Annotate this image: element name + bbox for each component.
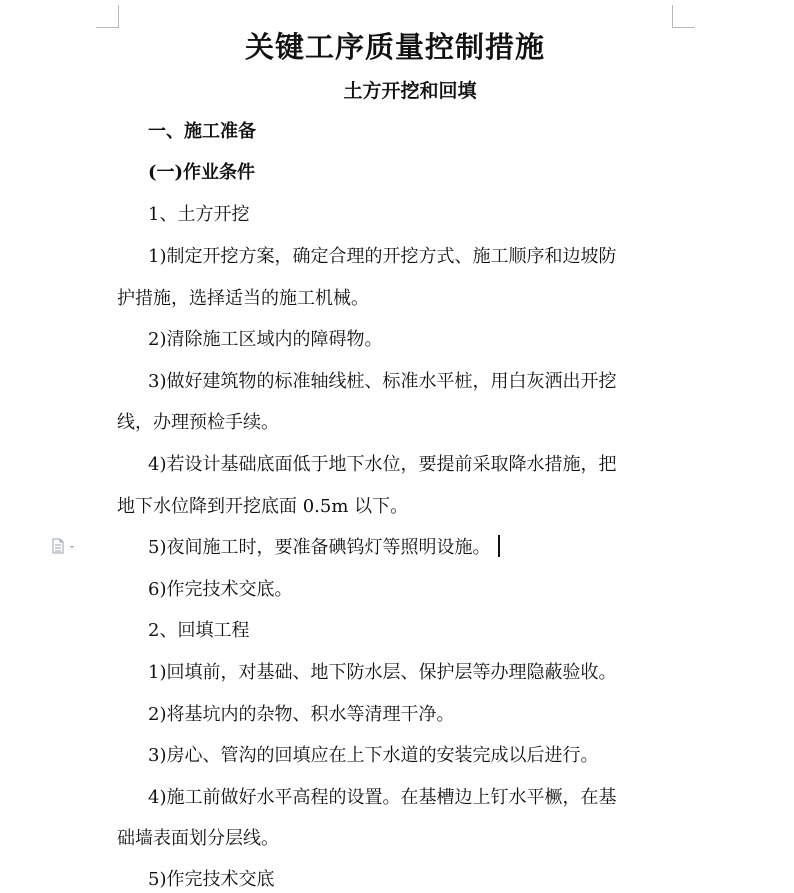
paragraph-line[interactable]: 6)作完技术交底。 xyxy=(148,579,293,600)
paragraph-line[interactable]: 1、土方开挖 xyxy=(148,204,250,225)
paragraph-line[interactable]: 5)作完技术交底 xyxy=(148,869,275,890)
paragraph-line[interactable]: 4)若设计基础底面低于地下水位，要提前采取降水措施，把 xyxy=(148,454,617,475)
paragraph-line[interactable]: 地下水位降到开挖底面 0.5m 以下。 xyxy=(117,496,409,517)
paragraph-line[interactable]: 2)将基坑内的杂物、积水等清理干净。 xyxy=(148,704,455,725)
paragraph-line[interactable]: 础墙表面划分层线。 xyxy=(117,828,279,849)
paragraph-line[interactable]: 2)清除施工区域内的障碍物。 xyxy=(148,329,383,350)
paragraph-line[interactable]: 3)房心、管沟的回填应在上下水道的安装完成以后进行。 xyxy=(148,745,599,766)
paragraph-options-icon-graphic xyxy=(52,538,78,554)
paragraph-line-with-cursor[interactable] xyxy=(148,535,678,561)
document-title[interactable]: 关键工序质量控制措施 xyxy=(244,30,545,64)
paragraph-line[interactable]: 4)施工前做好水平高程的设置。在基槽边上钉水平橛，在基 xyxy=(148,787,617,808)
document-subtitle[interactable]: 土方开挖和回填 xyxy=(343,80,477,102)
subsection-heading[interactable]: (一)作业条件 xyxy=(148,162,256,183)
page-corner-mark-top-left xyxy=(96,5,119,28)
page-corner-mark-top-right xyxy=(672,5,695,28)
paragraph-line[interactable]: 2、回填工程 xyxy=(148,620,250,641)
paragraph-line[interactable]: 线，办理预检手续。 xyxy=(117,412,279,433)
paragraph-line[interactable]: 1)制定开挖方案，确定合理的开挖方式、施工顺序和边坡防 xyxy=(148,246,617,267)
paragraph-line[interactable]: 护措施，选择适当的施工机械。 xyxy=(117,288,369,309)
section-heading[interactable]: 一、施工准备 xyxy=(148,121,256,142)
paragraph-line[interactable]: 1)回填前，对基础、地下防水层、保护层等办理隐蔽验收。 xyxy=(148,662,617,683)
paragraph-line[interactable]: 3)做好建筑物的标准轴线桩、标准水平桩，用白灰洒出开挖 xyxy=(148,371,617,392)
paragraph-options-icon[interactable] xyxy=(52,538,78,554)
text-cursor xyxy=(498,535,500,557)
paragraph-line-text[interactable]: 5)夜间施工时，要准备碘钨灯等照明设施。 xyxy=(148,537,491,558)
